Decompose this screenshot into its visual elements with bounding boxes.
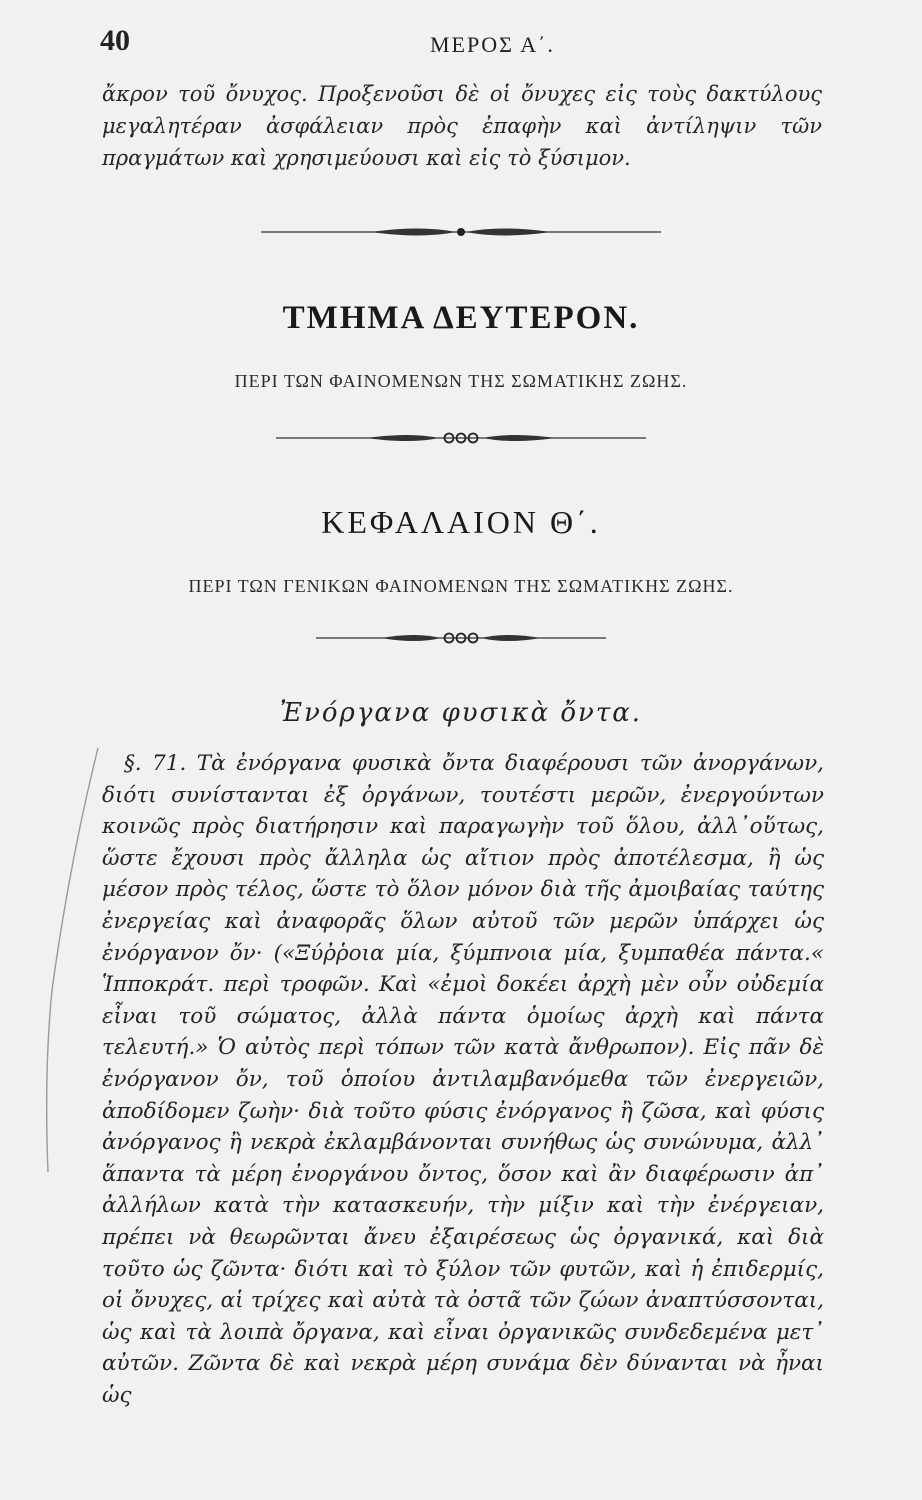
ornament-rings-icon [311,628,611,648]
chapter-subtitle: ΠΕΡΙ ΤΩΝ ΓΕΝΙΚΩΝ ΦΑΙΝΟΜΕΝΩΝ ΤΗΣ ΣΩΜΑΤΙΚΗΣ ΖΩΗΣ. [188,576,734,596]
pencil-margin-mark-icon [30,740,110,1180]
chapter-title: ΚΕΦΑΛΑΙΟΝ Θ΄. [321,504,601,540]
ornament-rule-2 [0,428,922,448]
ornament-rule-1 [0,222,922,242]
page-header [100,24,860,68]
section-subtitle: ΠΕΡΙ ΤΩΝ ΦΑΙΝΟΜΕΝΩΝ ΤΗΣ ΣΩΜΑΤΙΚΗΣ ΖΩΗΣ. [234,371,688,391]
body-paragraph [102,748,824,1411]
subsection-heading: Ἐνόργανα φυσικὰ ὄντα. [279,698,643,728]
page-number: 40 [100,24,130,57]
body-paragraph-text: §. 71. Τὰ ἐνόργανα φυσικὰ ὄντα διαφέρουσι τῶν ἀνοργάνων, διότι συνίστανται ἐξ ὀργάνων, τουτέστι μερῶν, ἐνεργούντων κοινῶς πρὸς διατήρησιν καὶ παραγωγὴν τοῦ ὅλου, ἀλλ᾽οὕτως, ὥστε ἔχουσι πρὸς ἄλληλα ὡς αἴτιον πρὸς ἀποτέλεσμα, ἢ ὡς μέσον πρὸς τέλος, ὥστε τὸ ὅλον μόνον διὰ τῆς ἀμοιβαίας ταύτης ἐνεργείας καὶ ἀναφορᾶς ὅλων αὐτοῦ τῶν μερῶν ὑπάρχει ὡς ἐνόργανον ὄν· («Ξύῤῥοια μία, ξύμπνοια μία, ξυμπαθέα πάντα.« Ἱπποκράτ. περὶ τροφῶν. Καὶ «ἐμοὶ δοκέει ἀρχὴ μὲν οὖν οὐδεμία εἶναι τοῦ σώματος, ἀλλὰ πάντα ὁμοίως ἀρχὴ καὶ πάντα τελευτή.» Ὁ αὐτὸς περὶ τόπων τῶν κατὰ ἄνθρωπον). Εἰς πᾶν δὲ ἐνόργανον ὄν, τοῦ ὁποίου ἀντιλαμβανόμεθα τῶν ἐνεργειῶν, ἀποδίδομεν ζωὴν· διὰ τοῦτο φύσις ἐνόργανος ἢ ζῶσα, καὶ φύσις ἀνόργανος ἢ νεκρὰ ἐκλαμβάνονται συνήθως ὡς συνώνυμα, ἀλλ᾽ ἅπαντα τὰ μέρη ἐνοργάνου ὄντος, ὅσον καὶ ἂν διαφέρωσιν ἀπ᾽ ἀλλήλων κατὰ τὴν κατασκευήν, τὴν μίξιν καὶ τὴν ἐνέργειαν, πρέπει νὰ θεωρῶνται ἄνευ ἐξαιρέσεως ὡς ὀργανικά, καὶ διὰ τοῦτο ὡς ζῶντα· διότι καὶ τὸ ξύλον τῶν φυτῶν, καὶ ἡ ἐπιδερμίς, οἱ ὄνυχες, αἱ τρίχες καὶ αὐτὰ τὰ ὀστᾶ τῶν ζώων ἀναπτύσσονται, ὡς καὶ τὰ λοιπὰ ὄργανα, καὶ εἶναι ὀργανικῶς συνδεδεμένα μετ᾽ αὐτῶν. Ζῶντα δὲ καὶ νεκρὰ μέρη συνάμα δὲν δύνανται νὰ ἦναι ὡς [102,751,824,1408]
ornament-rings-icon [271,428,651,448]
running-head: ΜΕΡΟΣ Α΄. [430,32,555,57]
intro-paragraph [102,78,822,174]
ornament-dot-icon [251,222,671,242]
section-title: ΤΜΗΜΑ ΔΕΥΤΕΡΟΝ. [282,300,640,336]
ornament-rule-3 [0,628,922,648]
intro-paragraph-text: ἄκρον τοῦ ὄνυχος. Προξενοῦσι δὲ οἱ ὄνυχες εἰς τοὺς δακτύλους μεγαλητέραν ἀσφάλειαν πρὸς ἐπαφὴν καὶ ἀντίληψιν τῶν πραγμάτων καὶ χρησιμεύουσι καὶ εἰς τὸ ξύσιμον. [102,82,822,170]
